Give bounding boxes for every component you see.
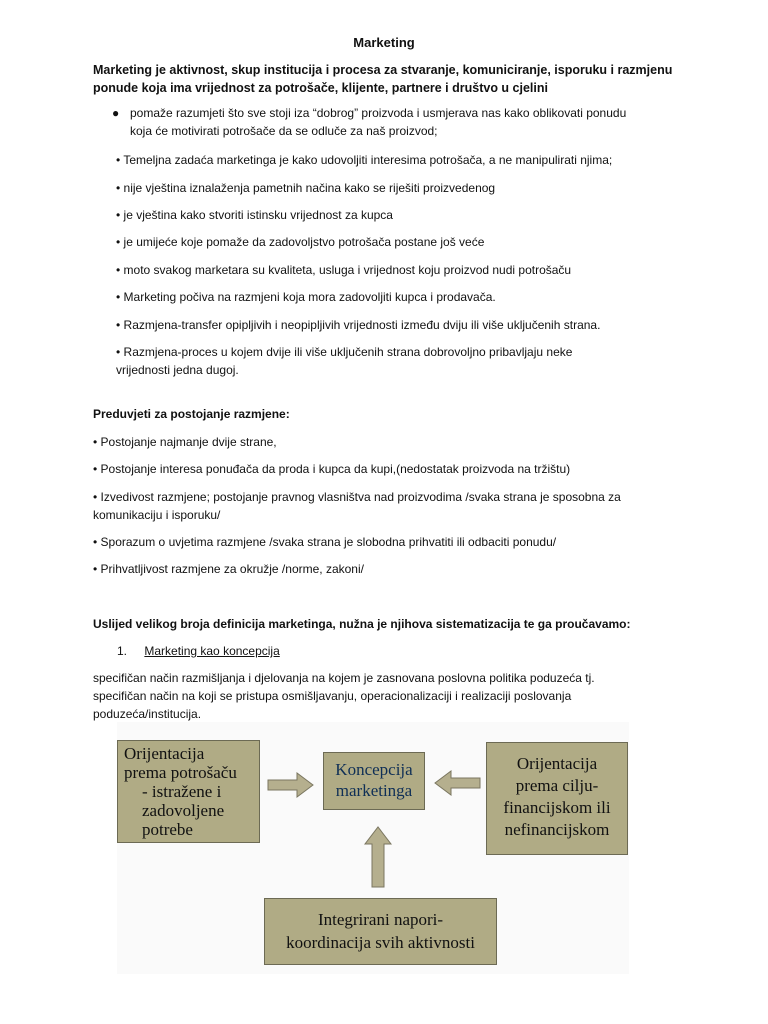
up-arrow-icon [363,826,393,888]
right-box [486,742,628,855]
bullet-1-line-1: pomaže razumjeti što sve stoji iza “dobrog” proizvoda i usmjerava nas kako oblikovati ponudu [130,106,627,120]
bullet-item-4: • je vještina kako stvoriti istinsku vrijednost za kupca [116,208,393,222]
right-box-line-4: nefinancijskom [504,820,610,839]
section-1-title: Marketing kao koncepcija [144,644,280,658]
page-title: Marketing [353,35,415,50]
left-arrow-icon [433,770,481,796]
precondition-item-3 [93,488,621,524]
bottom-box [264,898,497,965]
right-box-line-1: Orijentacija [516,754,598,773]
intro-line-1: Marketing je aktivnost, skup institucija i procesa za stvaranje, komuniciranje, isporuku i razmjenu [93,63,673,77]
bullet-1-text [112,104,626,140]
marketing-concept-diagram [117,722,629,974]
bullet-item-3: • nije vještina iznalaženja pametnih načina kako se riješiti proizvedenog [116,181,496,195]
precondition-item-2: • Postojanje interesa ponuđača da proda i kupca da kupi,(nedostatak proizvoda na tržištu) [93,462,571,476]
section-1-line-3: poduzeća/institucija. [93,707,202,721]
bullet-9-line-1: • Razmjena-proces u kojem dvije ili više uključenih strana dobrovoljno pribavljaju neke [116,345,573,359]
bullet-9-line-2: vrijednosti jedna dugoj. [116,363,239,377]
center-box-line-2: marketinga [335,781,413,800]
center-box [323,752,425,810]
bullet-item-7: • Marketing počiva na razmjeni koja mora zadovoljiti kupca i prodavača. [116,290,496,304]
left-box-line-3: - istražene i [142,782,222,801]
precondition-3-line-1: • Izvedivost razmjene; postojanje pravnog vlasništva nad proizvodima /svaka strana je sposobna za [93,490,621,504]
bullet-dot-icon: ● [112,106,120,120]
left-box-line-1: Orijentacija [124,744,205,763]
left-box-line-4: zadovoljene [142,801,225,820]
section-1-number: 1. [117,644,128,658]
precondition-item-5: • Prihvatljivost razmjene za okružje /norme, zakoni/ [93,562,364,576]
bullet-item-2: • Temeljna zadaća marketinga je kako udovoljiti interesima potrošača, a ne manipulirati njima; [116,153,613,167]
bottom-box-line-2: koordinacija svih aktivnosti [286,933,475,952]
bullet-item-9 [116,343,572,379]
section-1-line-2: specifičan način na koji se pristupa osmišljavanju, operacionalizaciji i realizaciji poslovanja [93,689,572,703]
intro-line-2: ponude koja ima vrijednost za potrošače, klijente, partnere i društvo u cjelini [93,81,548,95]
left-box [117,740,260,843]
precondition-item-1: • Postojanje najmanje dvije strane, [93,435,277,449]
right-arrow-icon [267,772,315,798]
bullet-item-8: • Razmjena-transfer opipljivih i neopipljivih vrijednosti između dviju ili više uključenih strana. [116,318,601,332]
intro-paragraph [93,61,693,97]
preconditions-heading: Preduvjeti za postojanje razmjene: [93,407,290,421]
left-box-line-5: potrebe [142,820,193,839]
right-box-line-2: prema cilju- [515,776,599,795]
precondition-3-line-2: komunikaciju i isporuku/ [93,508,221,522]
bullet-item-6: • moto svakog marketara su kvaliteta, usluga i vrijednost koju proizvod nudi potrošaču [116,263,572,277]
section-1-paragraph [93,669,595,723]
section-1-heading [117,642,280,660]
section-1-line-1: specifičan način razmišljanja i djelovanja na kojem je zasnovana poslovna politika poduzeća tj. [93,671,595,685]
bullet-item-5: • je umijeće koje pomaže da zadovoljstvo potrošača postane još veće [116,235,485,249]
definitions-heading: Uslijed velikog broja definicija marketinga, nužna je njihova sistematizacija te ga proučavamo: [93,617,631,631]
right-box-line-3: financijskom ili [503,798,611,817]
precondition-item-4: • Sporazum o uvjetima razmjene /svaka strana je slobodna prihvatiti ili odbaciti ponudu/ [93,535,557,549]
center-box-line-1: Koncepcija [335,760,413,779]
left-box-line-2: prema potrošaču [124,763,237,782]
bullet-1-line-2: koja će motivirati potrošače da se odluče za naš proizvod; [130,124,438,138]
bottom-box-line-1: Integrirani napori- [317,910,444,929]
bullet-item-1 [112,104,626,140]
